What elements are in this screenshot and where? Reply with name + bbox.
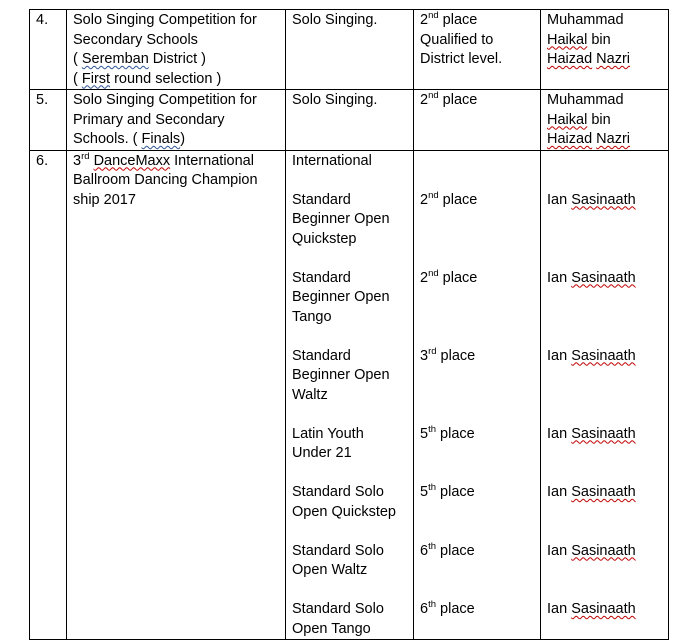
placement-text: 5th place <box>420 482 475 500</box>
participant-name-cell: Muhammad Haikal bin Haizad Nazri <box>541 90 669 151</box>
achievement-note: Qualified to <box>420 31 494 48</box>
placement-text: 2nd place <box>420 90 478 108</box>
placement-text: 2nd place <box>420 10 478 28</box>
competition-line: Secondary Schools <box>73 31 198 48</box>
placement-text: 3rd place <box>420 345 476 364</box>
achievement-cell <box>414 90 541 151</box>
achievement-cell <box>414 150 541 640</box>
competition-line: ( First round selection ) <box>73 70 222 87</box>
participant-name: Ian Sasinaath <box>547 347 636 364</box>
achievement-note: District level. <box>420 51 503 67</box>
placement-text: 6th place <box>420 599 475 617</box>
participant-name: Ian Sasinaath <box>547 269 636 286</box>
category-heading: International <box>292 152 372 169</box>
event-category: Standard Beginner Open Waltz <box>292 347 390 403</box>
participant-name: Ian Sasinaath <box>547 542 636 559</box>
competition-cell: Solo Singing Competition for Primary and Secondary Schools. ( Finals) <box>67 90 286 151</box>
category-cell <box>286 150 414 640</box>
placement-text: 2nd place <box>420 267 478 286</box>
placement-text: 6th place <box>420 540 475 559</box>
row-number: 4. <box>30 10 67 90</box>
placement-text: 5th place <box>420 423 475 442</box>
category-cell: Solo Singing. <box>286 90 414 151</box>
participant-name-cell <box>541 150 669 640</box>
event-category: Standard Solo Open Tango <box>292 601 384 637</box>
event-category: Standard Beginner Open Quickstep <box>292 191 390 247</box>
category-cell: Solo Singing. <box>286 10 414 90</box>
row-number: 6. <box>30 150 67 640</box>
row-number: 5. <box>30 90 67 151</box>
table-row <box>30 10 669 90</box>
participant-name: Ian Sasinaath <box>547 484 636 500</box>
participant-name: Ian Sasinaath <box>547 191 636 208</box>
placement-text: 2nd place <box>420 189 478 208</box>
participant-name: Ian Sasinaath <box>547 601 636 617</box>
table-row <box>30 90 669 151</box>
participant-name: Ian Sasinaath <box>547 425 636 442</box>
competition-line: ( Seremban District ) <box>73 51 206 67</box>
participant-name-cell: Muhammad Haikal bin Haizad Nazri <box>541 10 669 90</box>
competition-cell <box>67 10 286 90</box>
event-category: Standard Beginner Open Tango <box>292 269 390 325</box>
event-category: Latin Youth Under 21 <box>292 425 364 461</box>
event-category: Standard Solo Open Quickstep <box>292 484 396 520</box>
table-row <box>30 150 669 640</box>
achievements-table <box>29 9 669 640</box>
achievement-cell <box>414 10 541 90</box>
competition-cell: 3rd DanceMaxx International Ballroom Dancing Champion ship 2017 <box>67 150 286 640</box>
event-category: Standard Solo Open Waltz <box>292 542 384 578</box>
competition-line: Solo Singing Competition for <box>73 12 257 28</box>
